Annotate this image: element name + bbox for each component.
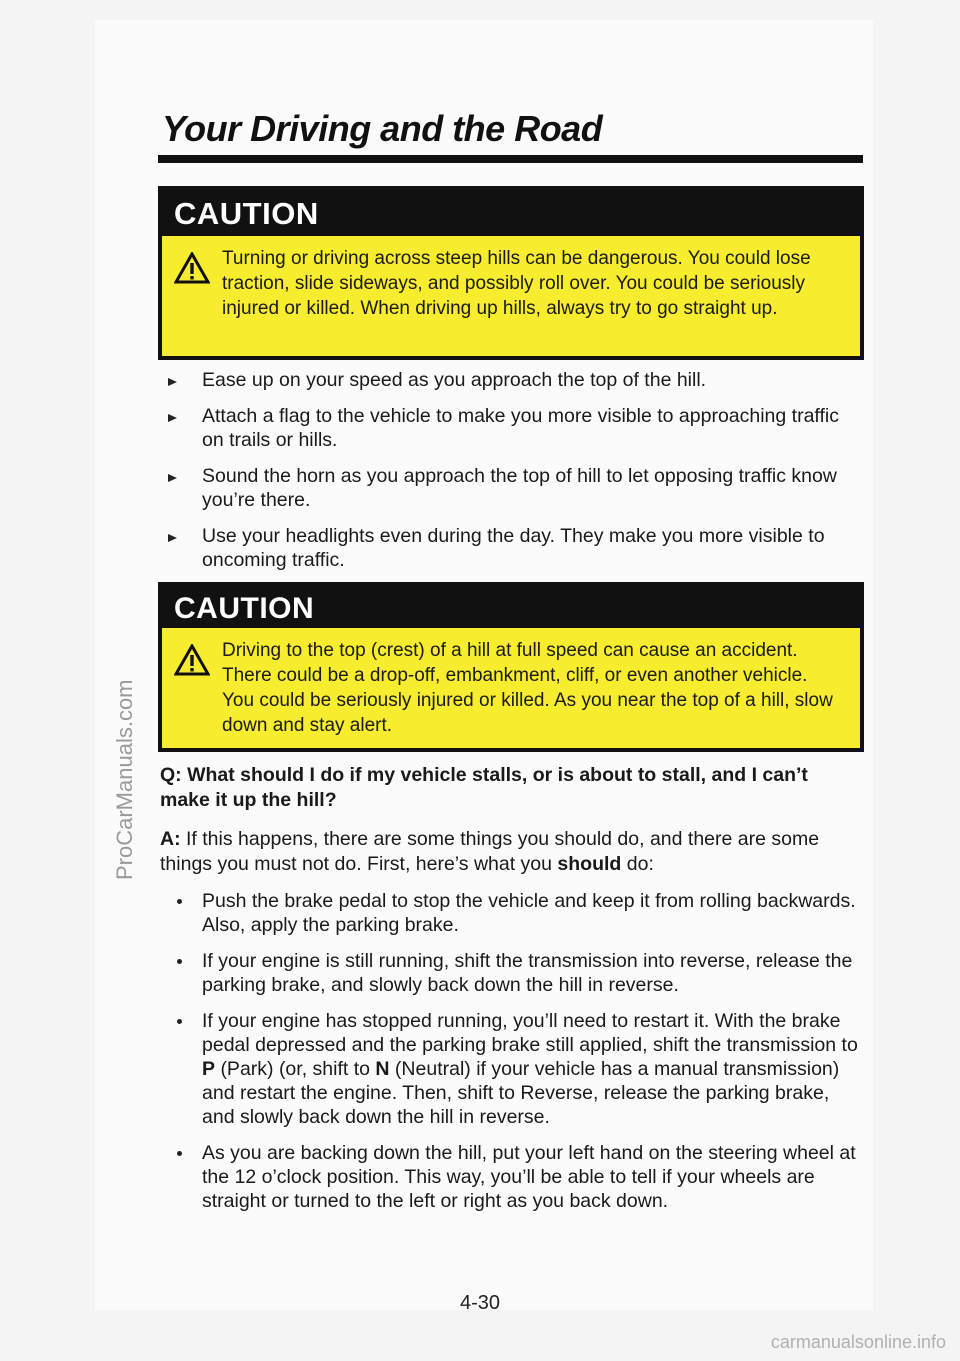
caution-text: Driving to the top (crest) of a hill at full speed can cause an accident. There could be a drop-off, embankment, cliff, or even another vehicle. You could be seriously injured or killed. As you near the top of a hill, slow down and stay alert.: [222, 640, 833, 736]
caution-text: Turning or driving across steep hills can be dangerous. You could lose traction, slide sideways, and possibly roll over. You could be seriously injured or killed. When driving up hills, always try to go straight up.: [222, 248, 811, 319]
side-watermark: ProCarManuals.com: [112, 679, 137, 880]
answer-tail: do:: [626, 853, 654, 875]
stall-answer: [160, 827, 860, 877]
answer-label: A:: [160, 828, 181, 850]
title-rule: [158, 155, 863, 163]
list-item: Attach a flag to the vehicle to make you more visible to approaching traffic on trails or hills.: [165, 404, 865, 452]
caution-body: [162, 236, 860, 333]
list-item: As you are backing down the hill, put your left hand on the steering wheel at the 12 o’clock position. This way, you’ll be able to tell if your wheels are straight or turned to the left or right as you back down.: [165, 1141, 865, 1213]
caution-box-steep-hills: [158, 186, 864, 360]
caution-heading: CAUTION: [162, 190, 860, 236]
step-text: (Neutral) if your vehicle has a manual transmission) and restart the engine. Then, shift to Reverse, release the parking brake, and slowly back down the hill in reverse.: [202, 1058, 840, 1128]
list-item: Use your headlights even during the day. They make you more visible to oncoming traffic.: [165, 524, 865, 572]
page-title: Your Driving and the Road: [162, 108, 603, 149]
list-item: [165, 1009, 865, 1129]
list-item: Ease up on your speed as you approach the top of the hill.: [165, 368, 865, 392]
answer-emphasis: should: [557, 853, 622, 875]
caution-body: [162, 628, 860, 750]
caution-heading: CAUTION: [162, 586, 860, 628]
bottom-watermark: carmanualsonline.info: [770, 1332, 946, 1352]
answer-text: If this happens, there are some things you should do, and there are some things you must not do. First, here’s what you: [160, 828, 820, 875]
caution-box-hill-crest: [158, 582, 864, 752]
hill-tips-list: [165, 368, 865, 572]
list-item: Push the brake pedal to stop the vehicle and keep it from rolling backwards. Also, apply the parking brake.: [165, 889, 865, 937]
warning-triangle-icon: [174, 252, 210, 284]
list-item: If your engine is still running, shift the transmission into reverse, release the parking brake, and slowly back down the hill in reverse.: [165, 949, 865, 997]
neutral-gear: N: [375, 1058, 390, 1080]
stall-steps-list: [165, 889, 865, 1225]
page-number: 4-30: [459, 1292, 501, 1314]
list-item: Sound the horn as you approach the top of hill to let opposing traffic know you’re there.: [165, 464, 865, 512]
step-text: If your engine has stopped running, you’ll need to restart it. With the brake pedal depressed and the parking brake still applied, shift the transmission to: [202, 1010, 858, 1056]
warning-triangle-icon: [174, 644, 210, 676]
step-text: (Park) (or, shift to: [220, 1058, 370, 1080]
stall-question: Q: What should I do if my vehicle stalls, or is about to stall, and I can’t make it up the hill?: [160, 764, 808, 811]
park-gear: P: [202, 1058, 216, 1080]
